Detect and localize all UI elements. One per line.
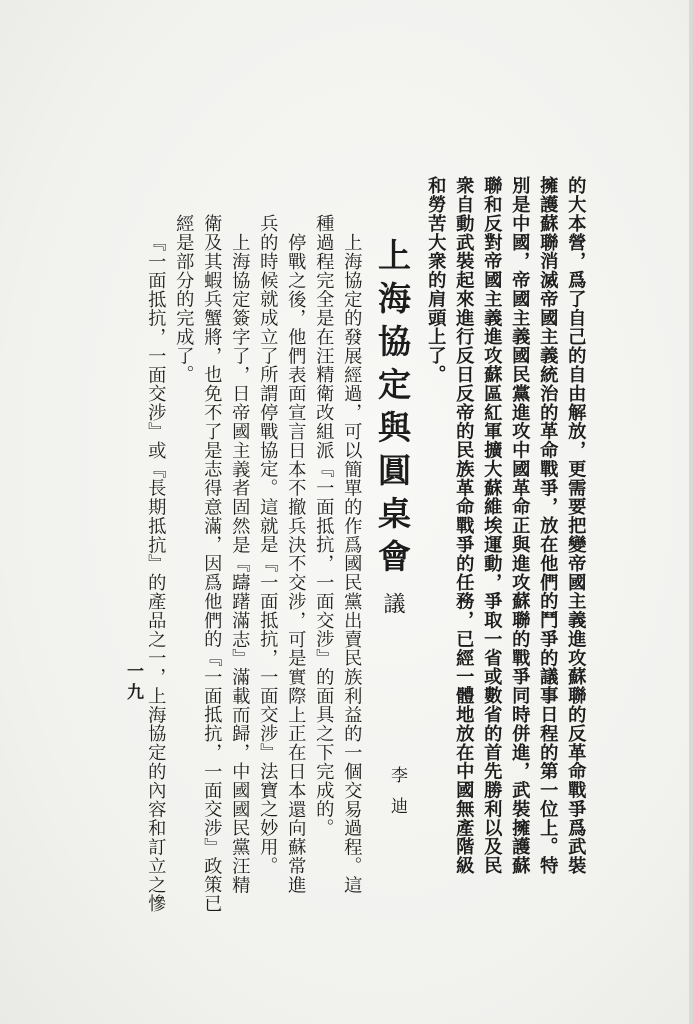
body-column-6: 衛及其蝦兵蟹將，也免不了是志得意滿，因爲他們的『一面抵抗，一面交涉』政策已	[201, 214, 223, 913]
intro-column-3: 別是中國，帝國主義國民黨進攻中國革命正與進攻蘇聯的戰爭同時併進，武裝擁護蘇	[509, 176, 531, 875]
body-column-4: 兵的時候就成立了所謂停戰協定。這就是『一面抵抗，一面交涉』法寶之妙用。	[257, 214, 279, 876]
article-title-text: 上海協定與圓桌會	[373, 238, 412, 582]
body-column-8: 『一面抵抗，一面交涉』或『長期抵抗』的產品之一，上海協定的內容和訂立之慘	[145, 233, 167, 914]
intro-column-2: 擁護蘇聯消滅帝國主義統治的革命戰爭，放在他們的鬥爭的議事日程的第一位上。特	[537, 176, 559, 875]
page-edge	[689, 0, 693, 1024]
intro-column-6: 和勞苦大衆的肩頭上了。	[425, 176, 447, 384]
page-number: 一九	[123, 662, 143, 704]
intro-column-1: 的大本營，爲了自己的自由解放，更需要把變帝國主義進攻蘇聯的反革命戰爭爲武裝	[565, 176, 587, 875]
body-column-7: 經是部分的完成了。	[173, 214, 195, 385]
article-author: 李迪	[387, 766, 407, 828]
body-column-5: 上海協定簽字了，日帝國主義者固然是『躊躇滿志』滿載而歸，中國國民黨汪精	[229, 233, 251, 895]
intro-column-4: 聯和反對帝國主義進攻蘇區紅軍擴大蘇維埃運動，爭取一省或數省的首先勝利以及民	[481, 176, 503, 875]
article-title	[373, 238, 412, 614]
article-title-last-char: 議	[380, 592, 405, 614]
body-column-2: 種過程完全是在汪精衛改組派『一面抵抗，一面交涉』的面具之下完成的。	[313, 214, 335, 838]
body-column-1: 上海協定的發展經過，可以簡單的作爲國民黨出賣民族利益的一個交易過程。這	[341, 233, 363, 895]
body-column-3: 停戰之後，他們表面宣言日本不撤兵決不交涉，可是實際上正在日本還向蘇常進	[285, 233, 307, 895]
intro-column-5: 衆自動武裝起來進行反日反帝的民族革命戰爭的任務，已經一體地放在中國無產階級	[453, 176, 475, 875]
